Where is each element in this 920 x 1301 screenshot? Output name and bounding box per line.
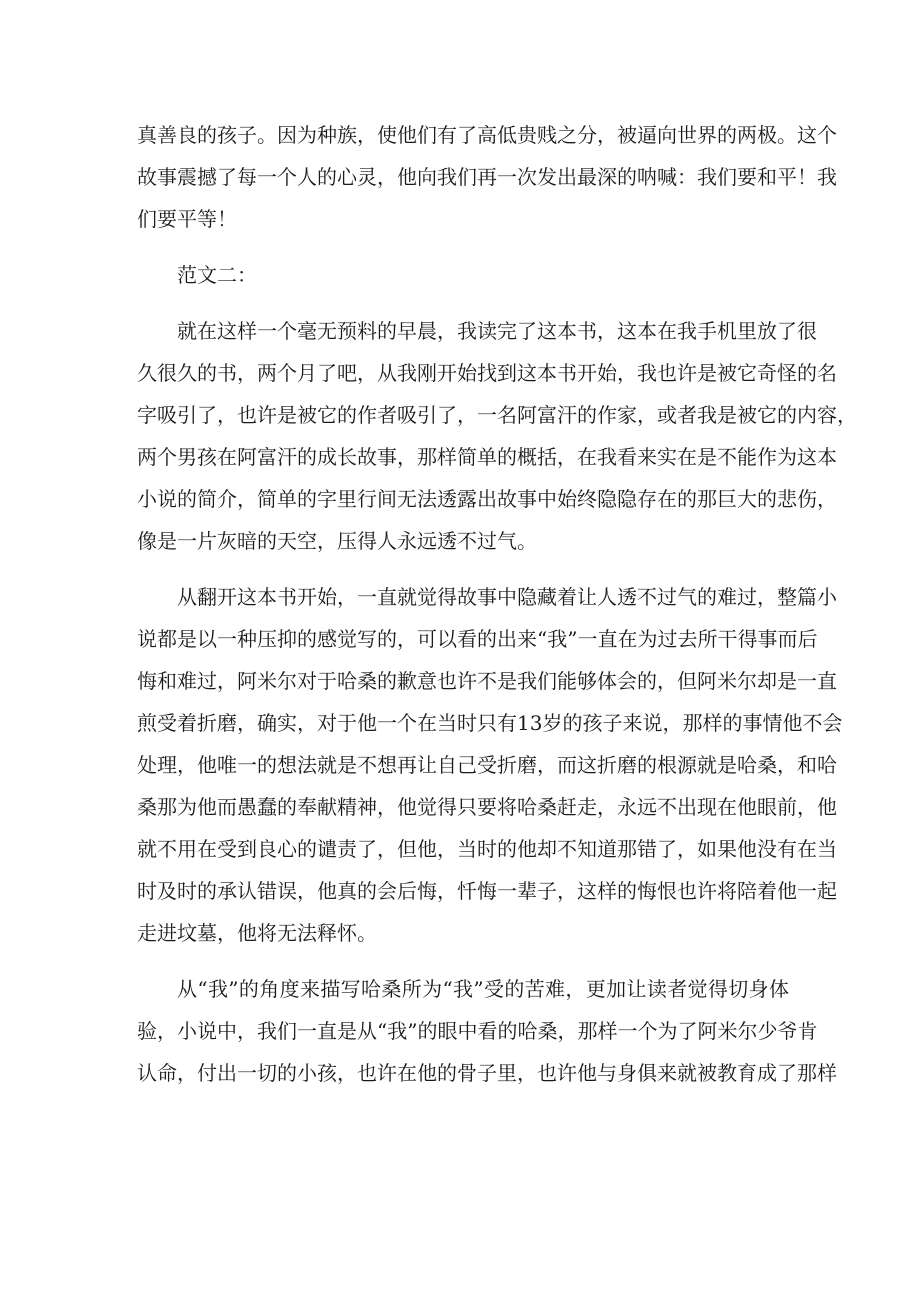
text-line: 处理，他唯一的想法就是不想再让自己受折磨，而这折磨的根源就是哈桑，和哈	[137, 753, 837, 777]
paragraph	[137, 310, 857, 562]
text-line: 们要平等！	[137, 207, 237, 231]
section-heading	[137, 254, 789, 296]
text-line: 煎受着折磨，确实，对于他一个在当时只有13岁的孩子来说，那样的事情他不会	[137, 711, 843, 735]
text-line: 就不用在受到良心的谴责了，但他，当时的他却不知道那错了，如果他没有在当	[137, 837, 837, 861]
text-line: 真善良的孩子。因为种族，使他们有了高低贵贱之分，被逼向世界的两极。这个	[137, 123, 837, 147]
text-line: 说都是以一种压抑的感觉写的，可以看的出来“我”一直在为过去所干得事而后	[137, 627, 818, 651]
text-line: 小说的简介，简单的字里行间无法透露出故事中始终隐隐存在的那巨大的悲伤，	[137, 487, 837, 511]
text-line: 像是一片灰暗的天空，压得人永远透不过气。	[137, 529, 537, 553]
text-line: 久很久的书，两个月了吧，从我刚开始找到这本书开始，我也许是被它奇怪的名	[137, 361, 837, 385]
document-body	[137, 114, 857, 1094]
text-line: 就在这样一个毫无预料的早晨，我读完了这本书，这本在我手机里放了很	[177, 319, 817, 343]
text-line: 从翻开这本书开始，一直就觉得故事中隐藏着让人透不过气的难过，整篇小	[177, 585, 837, 609]
text-line: 走进坟墓，他将无法释怀。	[137, 921, 377, 945]
text-line: 故事震撼了每一个人的心灵，他向我们再一次发出最深的呐喊：我们要和平！我	[137, 165, 837, 189]
text-line: 桑那为他而愚蠢的奉献精神，他觉得只要将哈桑赶走，永远不出现在他眼前，他	[137, 795, 837, 819]
text-line: 字吸引了，也许是被它的作者吸引了，一名阿富汗的作家，或者我是被它的内容，	[137, 403, 857, 427]
text-line: 验，小说中，我们一直是从“我”的眼中看的哈桑，那样一个为了阿米尔少爷肯	[137, 1019, 818, 1043]
paragraph	[137, 968, 837, 1094]
text-line: 从“我”的角度来描写哈桑所为“我”受的苦难，更加让读者觉得切身体	[177, 977, 789, 1001]
text-line: 时及时的承认错误，他真的会后悔，忏悔一辈子，这样的悔恨也许将陪着他一起	[137, 879, 837, 903]
paragraph-continuation	[137, 114, 837, 240]
text-line: 认命，付出一切的小孩，也许在他的骨子里，也许他与身俱来就被教育成了那样	[137, 1061, 837, 1085]
paragraph	[137, 576, 843, 954]
text-line: 两个男孩在阿富汗的成长故事，那样简单的概括，在我看来实在是不能作为这本	[137, 445, 837, 469]
heading-text: 范文二：	[177, 263, 257, 287]
text-line: 悔和难过，阿米尔对于哈桑的歉意也许不是我们能够体会的，但阿米尔却是一直	[137, 669, 837, 693]
